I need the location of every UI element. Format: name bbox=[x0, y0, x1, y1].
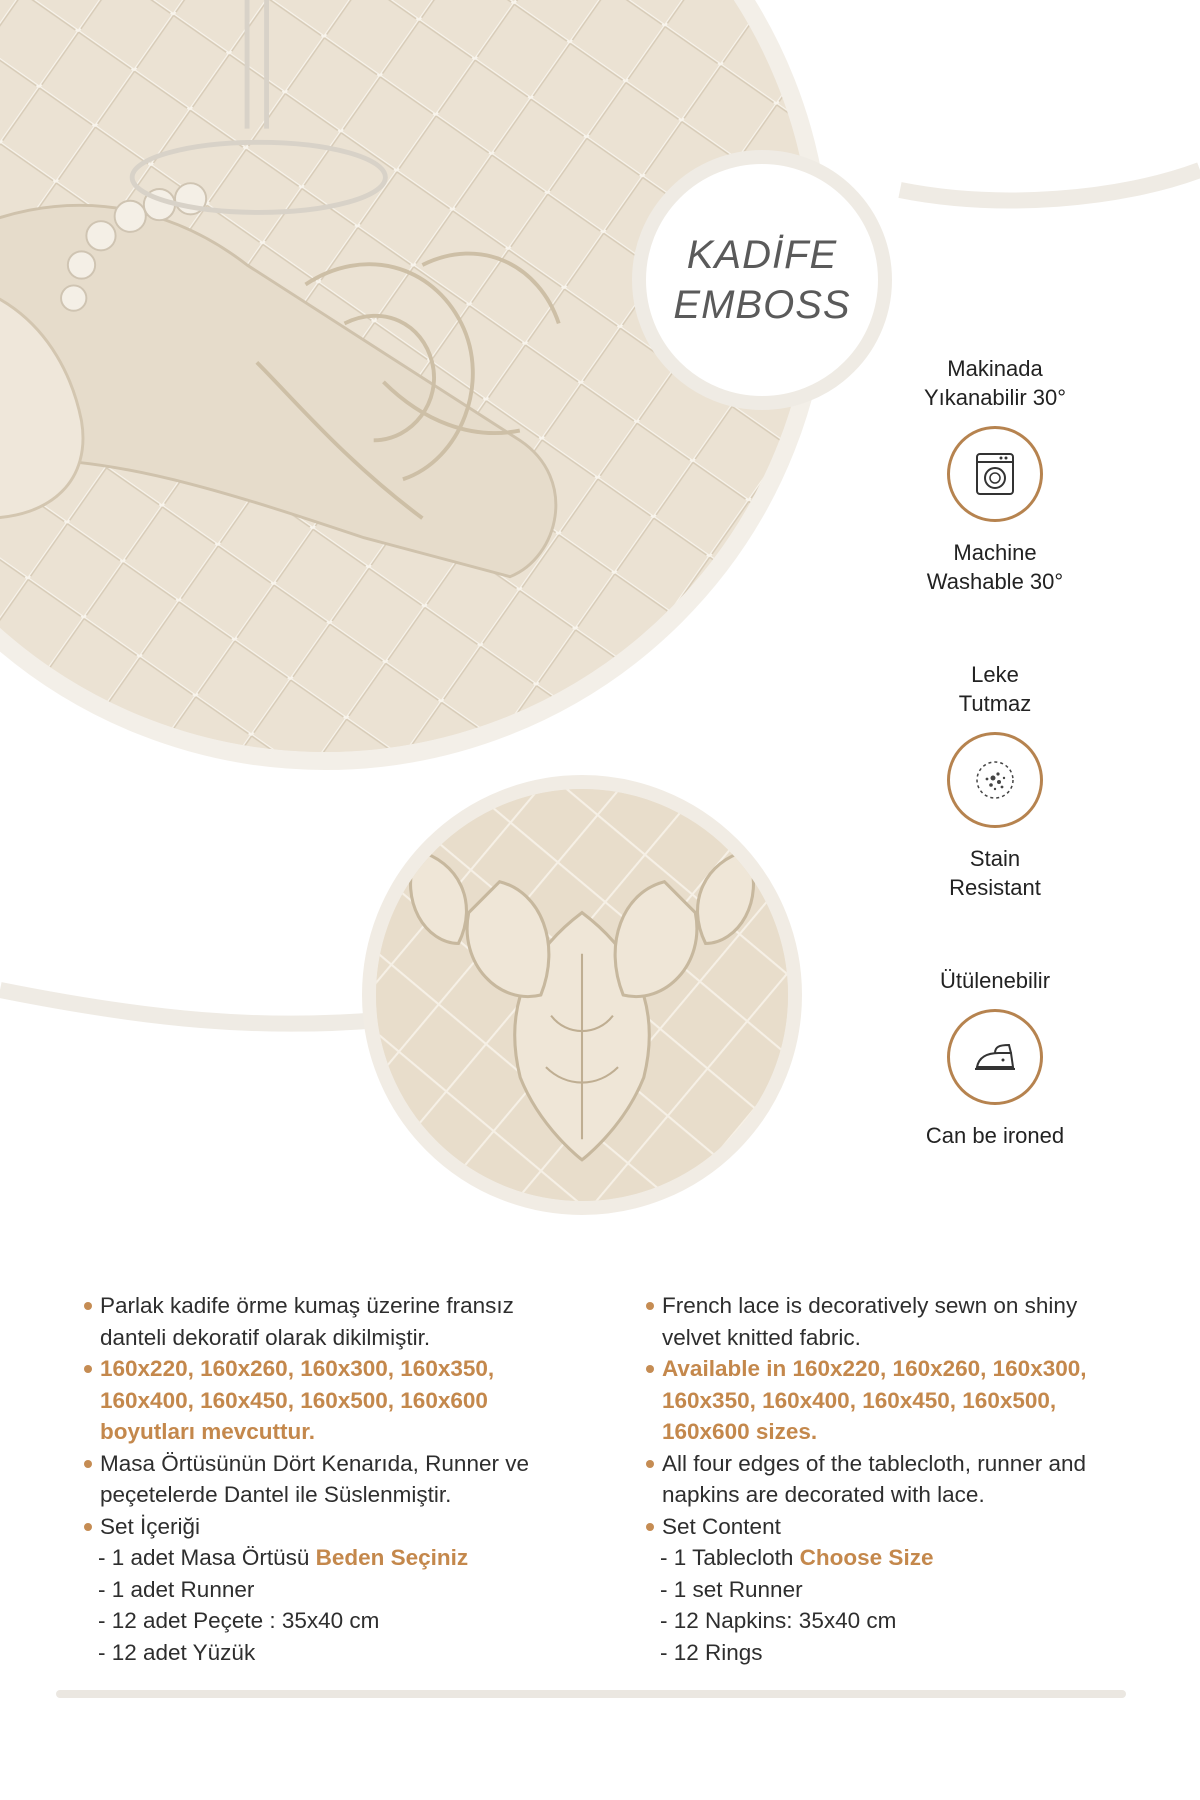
set-item bbox=[84, 1542, 564, 1574]
set-item-text: - 1 Tablecloth bbox=[660, 1545, 800, 1570]
feature-machine-washable bbox=[890, 354, 1100, 596]
set-item: - 1 adet Runner bbox=[98, 1576, 255, 1602]
feature-label-en: Resistant bbox=[949, 875, 1041, 900]
title-badge bbox=[632, 150, 892, 410]
set-item: - 1 set Runner bbox=[660, 1576, 803, 1602]
set-item: - 12 Napkins: 35x40 cm bbox=[660, 1608, 897, 1633]
choose-size-link: Beden Seçiniz bbox=[315, 1545, 469, 1570]
feature-label-tr: Makinada bbox=[947, 356, 1043, 381]
set-item: - 12 adet Peçete : 35x40 cm bbox=[98, 1608, 380, 1633]
description-tr bbox=[84, 1290, 564, 1668]
list-item: Masa Örtüsünün Dört Kenarıda, Runner ve peçetelerde Dantel ile Süslenmiştir. bbox=[84, 1448, 564, 1511]
feature-label-en: Stain bbox=[969, 846, 1021, 871]
feature-can-be-ironed bbox=[890, 966, 1100, 1150]
stain-resistant-icon bbox=[947, 732, 1043, 828]
feature-label-tr: Yıkanabilir 30° bbox=[923, 385, 1067, 410]
list-item-set-content: Set Content bbox=[646, 1511, 1126, 1543]
title-line-2: EMBOSS bbox=[673, 283, 851, 327]
title-line-1: KADİFE bbox=[686, 233, 838, 277]
list-item: French lace is decoratively sewn on shiny velvet knitted fabric. bbox=[646, 1290, 1126, 1353]
list-item: All four edges of the tablecloth, runner and napkins are decorated with lace. bbox=[646, 1448, 1126, 1511]
feature-label-en: Washable 30° bbox=[926, 569, 1064, 594]
feature-label-en: Machine bbox=[953, 540, 1037, 565]
feature-label-tr: Leke bbox=[971, 662, 1019, 687]
set-item-text: - 1 adet Masa Örtüsü bbox=[98, 1545, 316, 1570]
iron-icon bbox=[947, 1009, 1043, 1105]
feature-label-en: Can be ironed bbox=[925, 1123, 1065, 1148]
feature-label-tr: Ütülenebilir bbox=[939, 968, 1051, 993]
washing-machine-icon bbox=[947, 426, 1043, 522]
list-item-set-content: Set İçeriği bbox=[84, 1511, 564, 1543]
set-item: - 12 Rings bbox=[660, 1639, 763, 1665]
set-item: - 12 adet Yüzük bbox=[98, 1639, 256, 1665]
list-item-sizes: 160x220, 160x260, 160x300, 160x350, 160x400, 160x450, 160x500, 160x600 boyutları mevcuttur. bbox=[84, 1353, 564, 1448]
choose-size-link: Choose Size bbox=[799, 1545, 934, 1570]
product-photo-detail bbox=[362, 775, 802, 1215]
feature-label-tr: Tutmaz bbox=[958, 691, 1032, 716]
divider bbox=[56, 1690, 1126, 1698]
list-item: Parlak kadife örme kumaş üzerine fransız danteli dekoratif olarak dikilmiştir. bbox=[84, 1290, 564, 1353]
set-item bbox=[646, 1542, 1126, 1574]
description-en bbox=[646, 1290, 1126, 1668]
feature-stain-resistant bbox=[890, 660, 1100, 902]
list-item-sizes: Available in 160x220, 160x260, 160x300, 160x350, 160x400, 160x450, 160x500, 160x600 sizes. bbox=[646, 1353, 1126, 1448]
lace-detail-illustration bbox=[376, 789, 788, 1201]
